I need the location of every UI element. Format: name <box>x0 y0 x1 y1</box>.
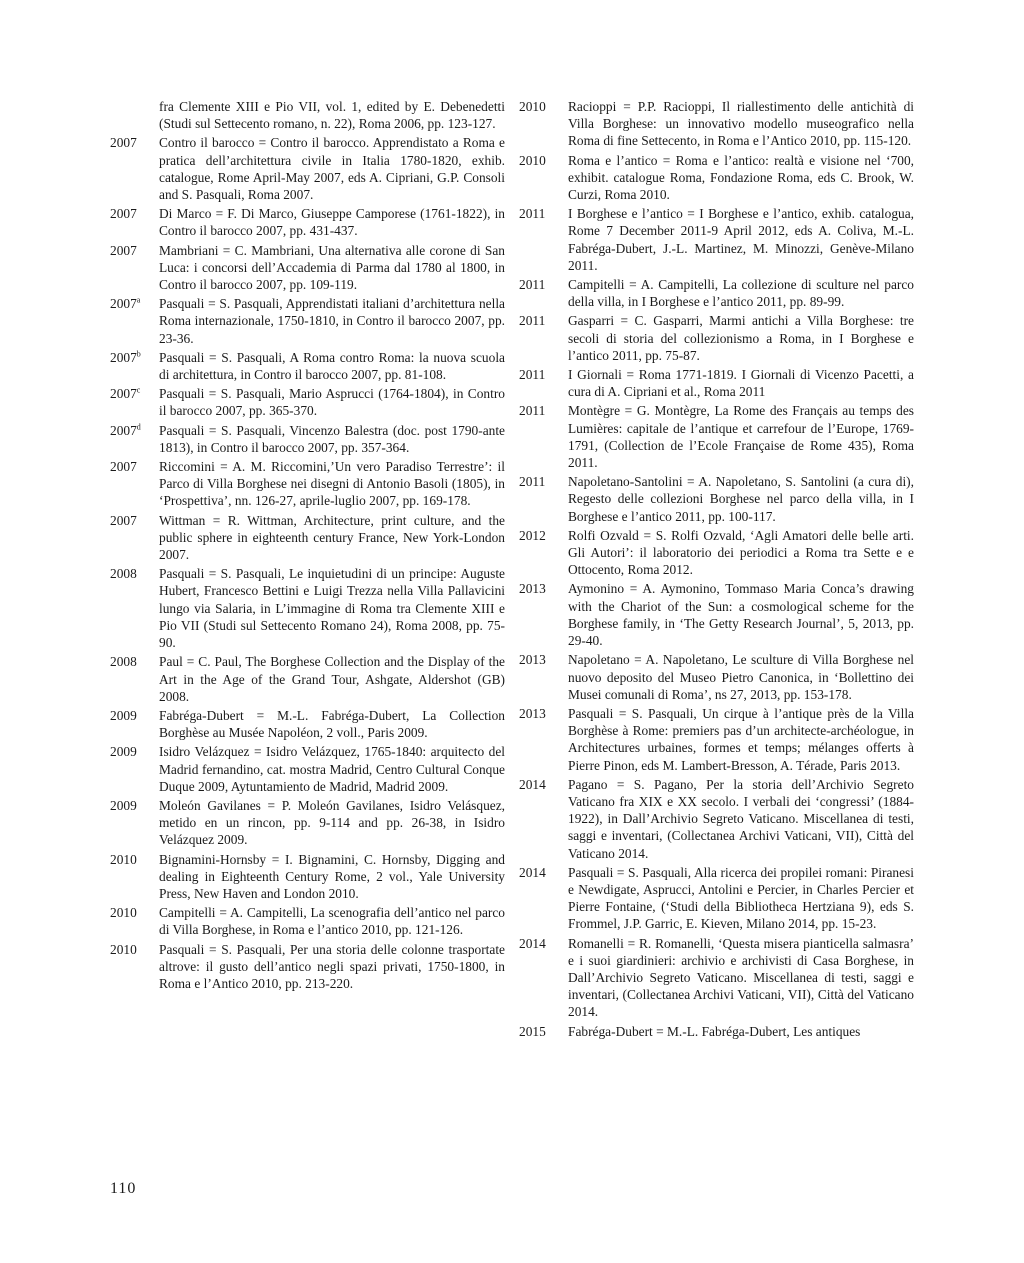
bibliography-entry <box>519 935 914 1021</box>
bibliography-entry <box>110 565 505 651</box>
entry-year: 2009 <box>110 797 137 813</box>
bibliography-entry <box>519 366 914 400</box>
entry-text: Roma e l’antico = Roma e l’antico: realtà e visione nel ‘700, exhibit. catalogue Roma, Fondazione Roma, eds C. Brook, W. Curzi, Roma 2010. <box>568 152 914 203</box>
bibliography-entry <box>519 473 914 525</box>
entry-text: Isidro Velázquez = Isidro Velázquez, 1765-1840: arquitecto del Madrid fernandino, cat. mostra Madrid, Centro Cultural Conque Duque 2009, Aytuntamiento de Madrid, Madrid 2009. <box>159 744 505 794</box>
entry-year: 2007$^b$ <box>110 349 141 365</box>
entry-year: 2007$^c$ <box>110 385 141 402</box>
entry-text: Mambriani = C. Mambriani, Una alternativa alle corone di San Luca: i concorsi dell’Accademia di Parma dal 1780 al 1800, in Contro il barocco 2007, pp. 109-119. <box>159 242 505 293</box>
entry-year-suffix: d <box>136 422 141 432</box>
bibliography-entry <box>110 904 505 938</box>
entry-year: 2014 <box>519 935 546 951</box>
entry-year: 2007 <box>110 512 137 528</box>
bibliography-entry <box>519 312 914 364</box>
entry-year-suffix: c <box>136 385 141 395</box>
entry-text: Pasquali = S. Pasquali, Vincenzo Balestra (doc. post 1790-ante 1813), in Contro il barocco 2007, pp. 357-364. <box>159 422 505 455</box>
entry-year: 2011 <box>519 206 546 222</box>
bibliography-entry <box>519 1023 914 1040</box>
bibliography-entry <box>110 797 505 849</box>
entry-text: Pasquali = S. Pasquali, Alla ricerca dei propilei romani: Piranesi e Newdigate, Asprucci, Antolini e Percier, in Charles Percier et Pierre Fontaine, (‘Studi della Bibliotheca Hertziana 9), eds S. Frommel, J.P. Garric, E. Kieven, Milano 2014, pp. 15-23. <box>568 864 914 932</box>
bibliography-entry <box>519 527 914 579</box>
entry-text: Pasquali = S. Pasquali, A Roma contro Roma: la nuova scuola di architettura, in Contro il barocco 2007, pp. 81-108. <box>159 349 505 383</box>
entry-year: 2010 <box>519 99 546 114</box>
entry-text: Fabréga-Dubert = M.-L. Fabréga-Dubert, La Collection Borghèse au Musée Napoléon, 2 voll., Paris 2009. <box>159 707 505 741</box>
entry-text: Napoletano = A. Napoletano, Le sculture di Villa Borghese nel nuovo deposito del Museo Pietro Canonica, in ‘Bollettino dei Musei comunali di Roma’, ns 27, 2013, pp. 153-178. <box>568 652 914 702</box>
entry-year: 2007$^d$ <box>110 422 141 438</box>
bibliography-entry <box>110 458 505 510</box>
entry-text: Paul = C. Paul, The Borghese Collection and the Display of the Art in the Age of the Grand Tour, Ashgate, Aldershot (GB) 2008. <box>159 654 505 704</box>
entry-year: 2011 <box>519 474 546 490</box>
entry-year: 2011 <box>519 403 546 419</box>
entry-text: Campitelli = A. Campitelli, La scenografia dell’antico nel parco di Villa Borghese, in Roma e l’antico 2010, pp. 121-126. <box>159 905 505 938</box>
entry-year: 2007$^a$ <box>110 295 141 312</box>
bibliography-entry <box>519 580 914 649</box>
entry-year: 2015 <box>519 1023 546 1039</box>
entry-year: 2007 <box>110 242 137 258</box>
entry-year: 2014 <box>519 776 546 792</box>
entry-text: Racioppi = P.P. Racioppi, Il riallestimento delle antichità di Villa Borghese: un innovativo modello museografico nella Roma di fine Settecento, in Roma e l’Antico 2010, pp. 115-120. <box>568 99 914 149</box>
bibliography-entry <box>519 152 914 204</box>
entry-text: Napoletano-Santolini = A. Napoletano, S. Santolini (a cura di), Regesto delle collezioni Borghese nel parco della villa, in I Borghese e l’antico 2011, pp. 100-117. <box>568 474 914 524</box>
entry-text: Fabréga-Dubert = M.-L. Fabréga-Dubert, Les antiques <box>568 1023 861 1039</box>
entry-text: Pasquali = S. Pasquali, Mario Asprucci (1764-1804), in Contro il barocco 2007, pp. 365-370. <box>159 386 505 419</box>
entry-text: Montègre = G. Montègre, La Rome des Français au temps des Lumières: capitale de l’antique et carrefour de l’Europe, 1769-1791, (Collection de l’Ecole Française de Rome 435), Roma 2011. <box>568 403 914 471</box>
entry-text: Riccomini = A. M. Riccomini,’Un vero Paradiso Terrestre’: il Parco di Villa Borghese nei disegni di Antonio Basoli (1805), in ‘Prospettiva’, nn. 126-27, aprile-luglio 2007, pp. 169-178. <box>159 459 505 509</box>
entry-text: Wittman = R. Wittman, Architecture, print culture, and the public sphere in eighteenth century France, New York-London 2007. <box>159 512 505 563</box>
entry-text: Bignamini-Hornsby = I. Bignamini, C. Hornsby, Digging and dealing in Eighteenth Century Rome, 2 vol., Yale University Press, New Haven and London 2010. <box>159 851 505 901</box>
bibliography-entry <box>519 864 914 933</box>
entry-year: 2007 <box>110 206 137 222</box>
entry-year: 2010 <box>110 851 137 867</box>
entry-text: Pasquali = S. Pasquali, Un cirque à l’antique près de la Villa Borghèse à Rome: premiers pas d’un architecte-archéologue, in Architectures urbaines, formes et temps; mélanges offerts à Pierre Pinon, eds M. Lambert-Bresson, A. Térade, Paris 2013. <box>568 705 914 773</box>
bibliography-entry <box>110 851 505 903</box>
bibliography-entry <box>519 98 914 150</box>
bibliography-entry <box>110 512 505 564</box>
entry-year: 2011 <box>519 313 546 329</box>
entry-text: I Giornali = Roma 1771-1819. I Giornali di Vicenzo Pacetti, a cura di A. Cipriani et al., Roma 2011 <box>568 367 914 400</box>
entry-year: 2014 <box>519 864 546 880</box>
bibliography-entry <box>110 941 505 993</box>
bibliography-entry <box>110 743 505 795</box>
entry-year: 2007 <box>110 459 137 475</box>
bibliography-entry <box>110 707 505 741</box>
entry-text: Rolfi Ozvald = S. Rolfi Ozvald, ‘Agli Amatori delle belle arti. Gli Autori’: il laboratorio dei periodici a Roma tra Sette e e Ottocento, Roma 2012. <box>568 527 914 578</box>
entry-text: Pagano = S. Pagano, Per la storia dell’Archivio Segreto Vaticano fra XIX e XX secolo. I verbali dei ‘congressi’ (1884-1922), in Dall’Archivio Segreto Vaticano. Miscellanea di testi, saggi e inventari, (Collectanea Archivi Vaticani, VII), Città del Vaticano 2014. <box>568 776 914 861</box>
entry-year: 2013 <box>519 581 546 597</box>
page-number: 110 <box>110 1180 137 1197</box>
entry-text: fra Clemente XIII e Pio VII, vol. 1, edited by E. Debenedetti (Studi sul Settecento romano, n. 22), Roma 2006, pp. 123-127. <box>159 99 505 132</box>
bibliography-right-column <box>519 98 914 1042</box>
entry-year: 2010 <box>110 941 137 957</box>
entry-year: 2011 <box>519 277 546 293</box>
bibliography-entry <box>519 205 914 274</box>
bibliography-entry <box>110 385 505 419</box>
entry-text: Di Marco = F. Di Marco, Giuseppe Camporese (1761-1822), in Contro il barocco 2007, pp. 431-437. <box>159 206 505 239</box>
bibliography-left-column <box>110 98 505 994</box>
entry-year: 2007 <box>110 135 137 151</box>
entry-year: 2013 <box>519 705 546 721</box>
entry-year-suffix: b <box>136 349 141 359</box>
bibliography-entry <box>519 276 914 310</box>
bibliography-entry <box>519 651 914 703</box>
entry-year: 2008 <box>110 654 137 670</box>
bibliography-entry <box>110 242 505 294</box>
entry-year: 2009 <box>110 707 137 723</box>
bibliography-entry <box>110 349 505 383</box>
bibliography-entry <box>110 98 505 132</box>
entry-text: Pasquali = S. Pasquali, Per una storia delle colonne trasportate altrove: il gusto dell’antico negli spazi privati, 1750-1800, in Roma e l’Antico 2010, pp. 213-220. <box>159 941 505 991</box>
bibliography-entry <box>519 402 914 471</box>
entry-text: Pasquali = S. Pasquali, Apprendistati italiani d’architettura nella Roma internazionale, 1750-1810, in Contro il barocco 2007, pp. 23-36. <box>159 296 505 346</box>
entry-text: Aymonino = A. Aymonino, Tommaso Maria Conca’s drawing with the Chariot of the Sun: a cosmological scheme for the Borghese family, in ‘The Getty Research Journal’, 5, 2013, pp. 29-40. <box>568 581 914 649</box>
entry-text: I Borghese e l’antico = I Borghese e l’antico, exhib. catalogua, Rome 7 December 2011-9 April 2012, eds A. Coliva, M.-L. Fabréga-Dubert, J.-L. Martinez, M. Minozzi, Genève-Milano 2011. <box>568 206 914 273</box>
entry-text: Romanelli = R. Romanelli, ‘Questa misera pianticella salmasra’ e i suoi giardinieri: archivio e archivisti di Casa Borghese, in Dall’Archivio Segreto Vaticano. Miscellanea di testi, saggi e inventari, (Collectanea Archivi Vaticani, VII), Città del Vaticano 2014. <box>568 935 914 1020</box>
entry-text: Moleón Gavilanes = P. Moleón Gavilanes, Isidro Velásquez, metido en un rincon, pp. 9-114 and pp. 26-38, in Isidro Velázquez 2009. <box>159 797 505 848</box>
bibliography-entry <box>110 205 505 239</box>
bibliography-entry <box>110 653 505 705</box>
entry-year: 2008 <box>110 566 137 582</box>
entry-year: 2010 <box>110 905 137 921</box>
bibliography-entry <box>519 705 914 774</box>
entry-text: Pasquali = S. Pasquali, Le inquietudini di un principe: Auguste Hubert, Francesco Bettini e Luigi Trezza nella Villa Pallavicini lungo via Salaria, in L’immagine di Roma tra Clemente XIII e Pio VII (Studi sul Settecento Romano 24), Roma 2008, pp. 75-90. <box>159 566 505 651</box>
entry-year: 2010 <box>519 152 546 168</box>
bibliography-entry <box>110 422 505 456</box>
entry-year: 2009 <box>110 744 137 760</box>
bibliography-entry <box>110 295 505 347</box>
bibliography-entry <box>110 134 505 203</box>
entry-text: Gasparri = C. Gasparri, Marmi antichi a Villa Borghese: tre secoli di storia del collezionismo a Roma, in I Borghese e l’antico 2011, pp. 75-87. <box>568 313 914 363</box>
bibliography-entry <box>519 776 914 862</box>
entry-year: 2011 <box>519 367 546 383</box>
entry-year-suffix: a <box>136 295 141 305</box>
entry-text: Contro il barocco = Contro il barocco. Apprendistato a Roma e pratica dell’architettura civile in Italia 1780-1820, exhib. catalogue, Rome April-May 2007, eds A. Cipriani, G.P. Consoli and S. Pasquali, Roma 2007. <box>159 135 505 203</box>
entry-year: 2012 <box>519 527 546 543</box>
entry-text: Campitelli = A. Campitelli, La collezione di sculture nel parco della villa, in I Borghese e l’antico 2011, pp. 89-99. <box>568 277 914 310</box>
entry-year: 2013 <box>519 652 546 668</box>
